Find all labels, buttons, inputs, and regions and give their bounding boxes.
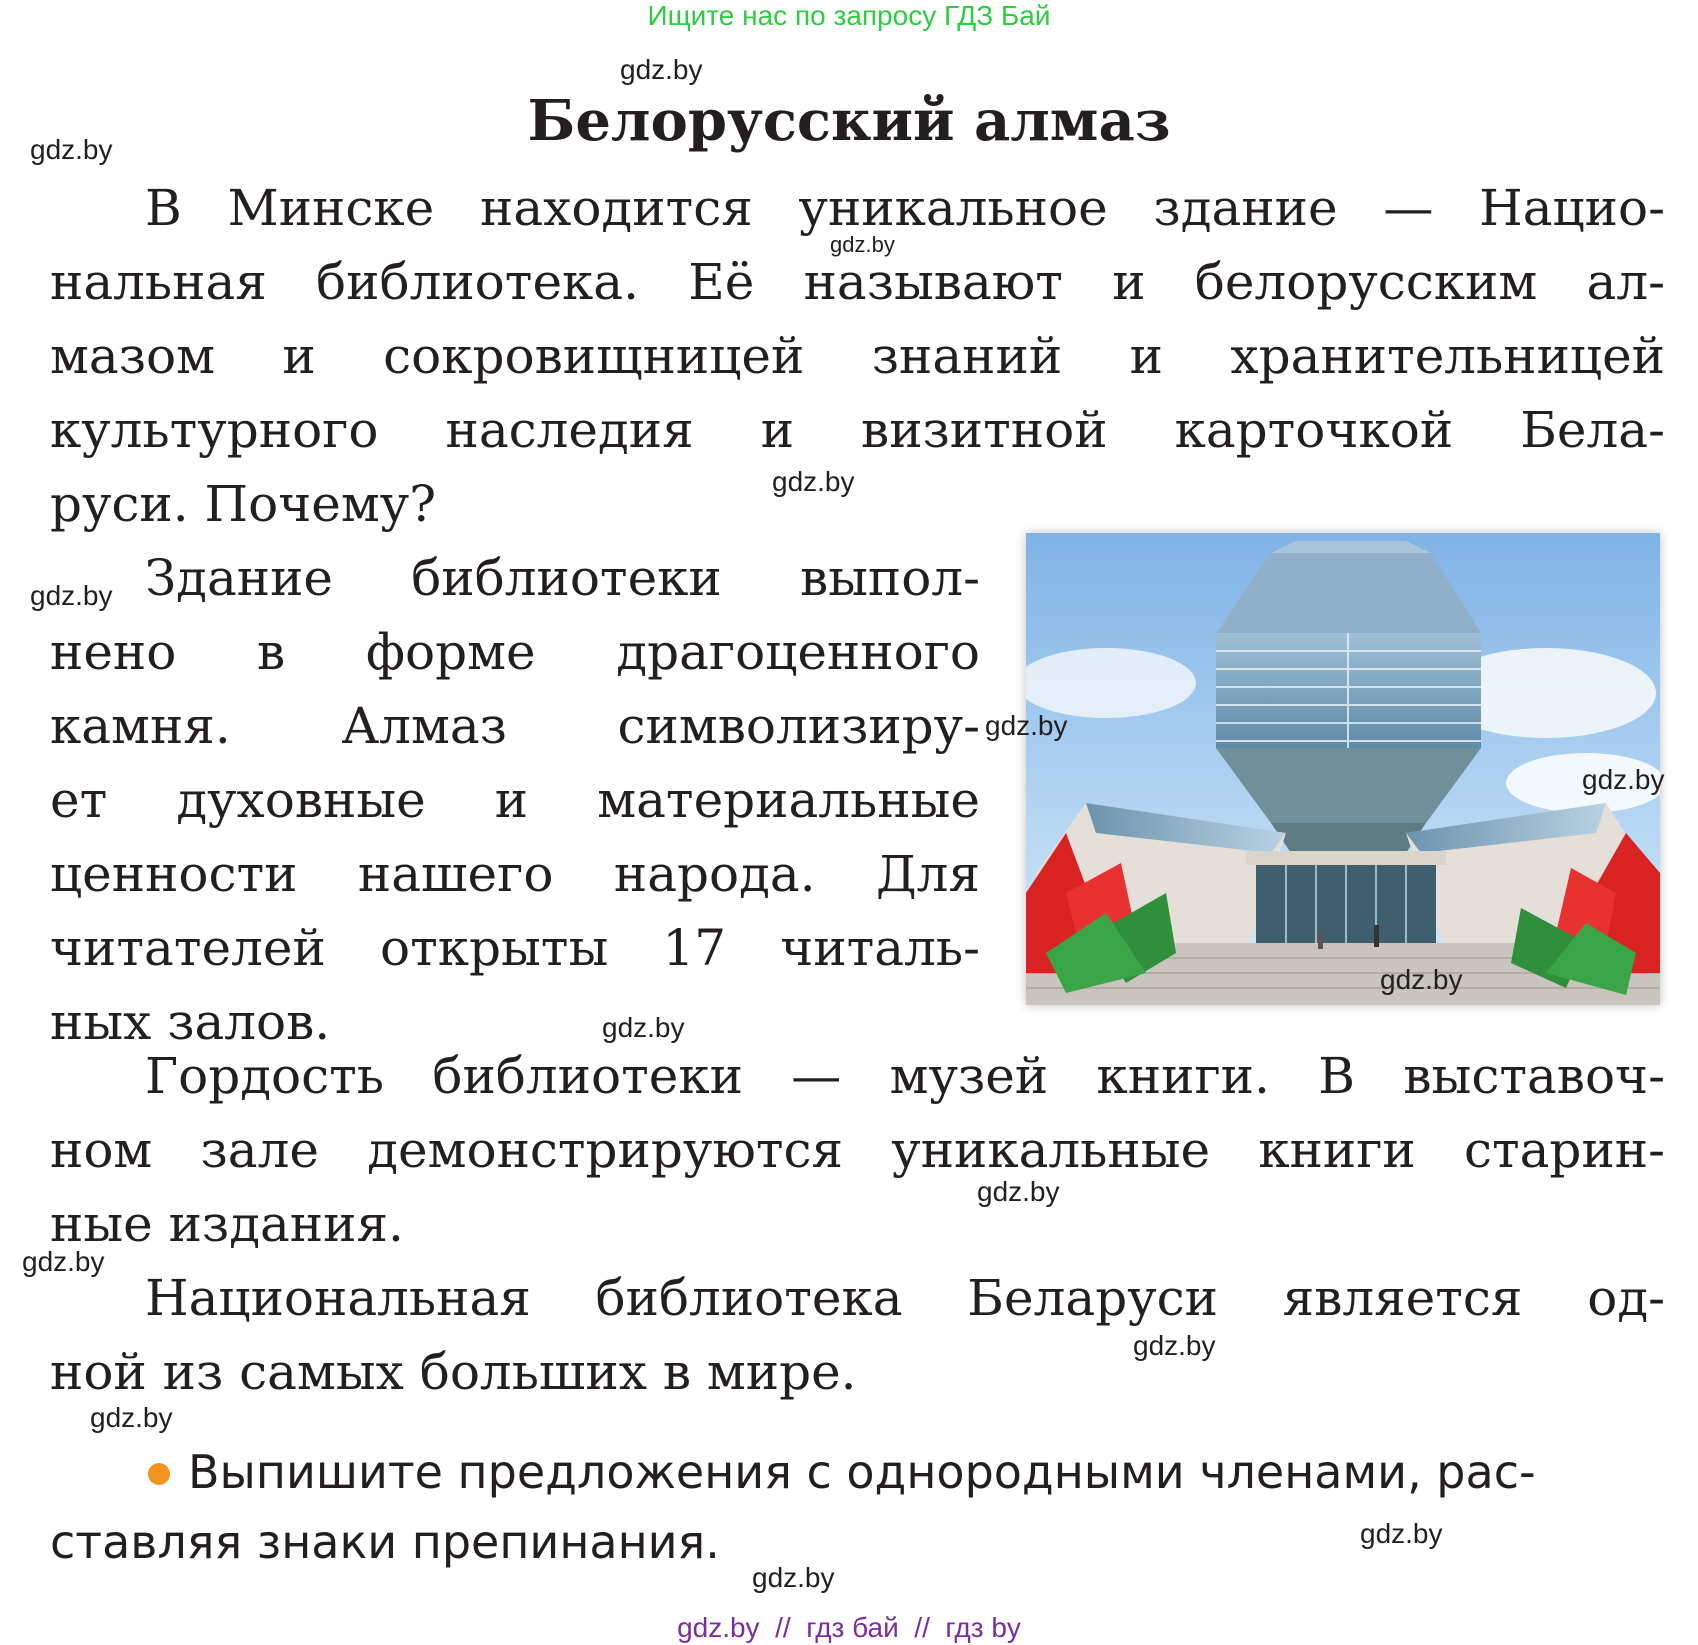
national-library-illustration [1026, 533, 1660, 1005]
paragraph-1-line-2: нальная библиотека. Её называют и белорусским ал- [50, 253, 1665, 311]
watermark: gdz.by [977, 1176, 1060, 1207]
paragraph-2-line-1: Здание библиотеки выпол- [145, 549, 980, 607]
watermark: gdz.by [772, 466, 855, 497]
watermark: gdz.by [1360, 1518, 1443, 1549]
paragraph-2-line-3: камня. Алмаз символизиру- [50, 697, 980, 755]
footer-links: gdz.by // гдз бай // гдз by [677, 1612, 1021, 1643]
paragraph-1-line-1: В Минске находится уникальное здание — Нацио- [145, 179, 1665, 237]
watermark: gdz.by [752, 1562, 835, 1593]
top-banner: Ищите нас по запросу ГДЗ Бай [647, 0, 1051, 31]
task-line-1: Выпишите предложения с однородными членами, рас- [188, 1445, 1536, 1499]
task-bullet-icon [148, 1463, 170, 1485]
paragraph-2-line-4: ет духовные и материальные [50, 771, 980, 829]
paragraph-2-line-7: ных залов. [50, 993, 331, 1051]
paragraph-3-line-3: ные издания. [50, 1195, 404, 1253]
watermark: gdz.by [30, 580, 113, 611]
paragraph-2-line-6: читателей открыты 17 читаль- [50, 919, 980, 977]
paragraph-4-line-1: Национальная библиотека Беларуси является од- [145, 1269, 1665, 1327]
page-title: Белорусский алмаз [527, 88, 1171, 154]
watermark: gdz.by [90, 1402, 173, 1433]
paragraph-1-line-4: культурного наследия и визитной карточкой Бела- [50, 401, 1665, 459]
paragraph-3-line-1: Гордость библиотеки — музей книги. В выставоч- [145, 1047, 1665, 1105]
watermark: gdz.by [1133, 1330, 1216, 1361]
watermark: gdz.by [1380, 964, 1463, 995]
paragraph-2-line-2: нено в форме драгоценного [50, 623, 980, 681]
paragraph-3-line-2: ном зале демонстрируются уникальные книги старин- [50, 1121, 1665, 1179]
paragraph-2-line-5: ценности нашего народа. Для [50, 845, 980, 903]
watermark: gdz.by [620, 54, 703, 85]
library-photo [1026, 533, 1660, 1005]
watermark: gdz.by [985, 710, 1068, 741]
watermark: gdz.by [1582, 764, 1665, 795]
paragraph-1-line-5: руси. Почему? [50, 475, 437, 533]
paragraph-4-line-2: ной из самых больших в мире. [50, 1343, 857, 1401]
task-line-2: ставляя знаки препинания. [50, 1515, 720, 1569]
watermark: gdz.by [602, 1012, 685, 1043]
watermark: gdz.by [30, 134, 113, 165]
watermark: gdz.by [830, 232, 895, 257]
paragraph-1-line-3: мазом и сокровищницей знаний и хранительницей [50, 327, 1665, 385]
watermark: gdz.by [22, 1246, 105, 1277]
